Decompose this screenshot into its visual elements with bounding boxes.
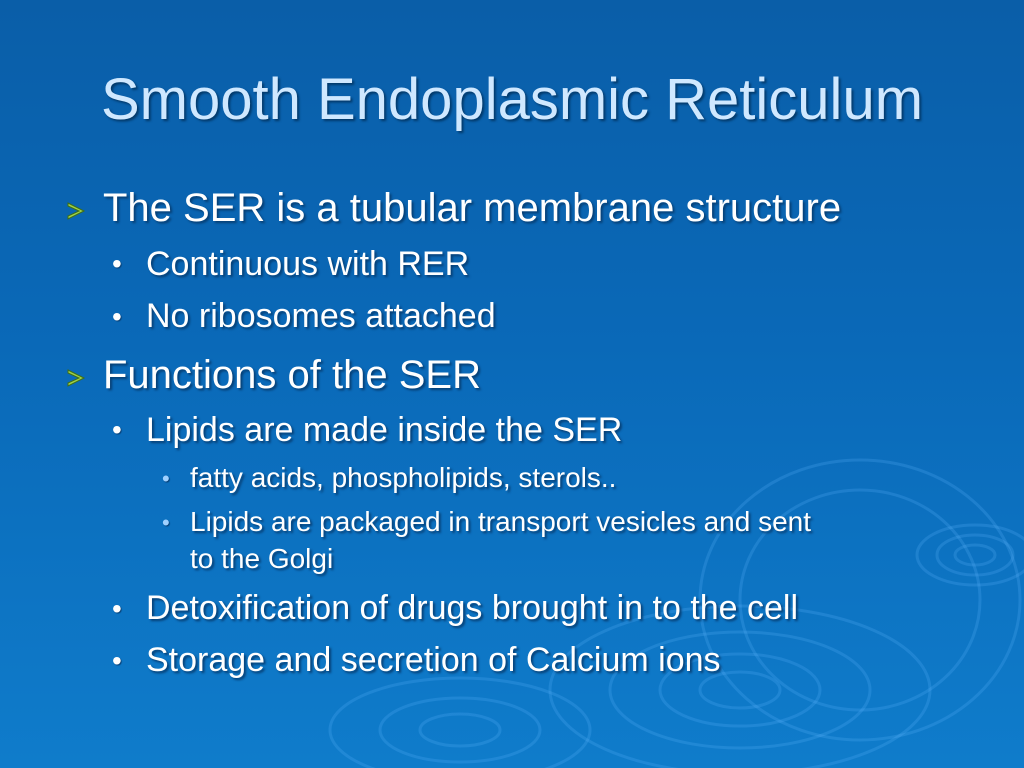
sub-bullet-lipids-made: Lipids are made inside the SER bbox=[146, 411, 623, 449]
bullet-dot: • bbox=[112, 593, 122, 624]
sub-sub-bullet-lipid-types: fatty acids, phospholipids, sterols.. bbox=[190, 462, 617, 493]
bullet-dot: • bbox=[112, 414, 122, 445]
chevron-arrow-icon bbox=[60, 365, 96, 391]
sub-bullet-detoxification: Detoxification of drugs brought in to the cell bbox=[146, 589, 799, 627]
bullet-dot-small: • bbox=[162, 466, 170, 491]
sub-sub-bullet-lipid-transport: Lipids are packaged in transport vesicles and sent bbox=[190, 506, 812, 537]
sub-bullet-calcium: Storage and secretion of Calcium ions bbox=[146, 641, 721, 679]
bullet-dot-small: • bbox=[162, 510, 170, 535]
bullet-dot: • bbox=[112, 301, 122, 332]
bullet-ser-structure: The SER is a tubular membrane structure bbox=[103, 186, 842, 230]
sub-bullet-no-ribosomes: No ribosomes attached bbox=[146, 297, 496, 335]
bullet-ser-functions: Functions of the SER bbox=[103, 353, 481, 397]
bullet-dot: • bbox=[112, 645, 122, 676]
sub-sub-bullet-lipid-transport-cont: to the Golgi bbox=[190, 543, 334, 574]
chevron-arrow-icon bbox=[60, 198, 96, 224]
slide-title: Smooth Endoplasmic Reticulum bbox=[100, 67, 924, 132]
bullet-dot: • bbox=[112, 248, 122, 279]
sub-bullet-continuous-rer: Continuous with RER bbox=[146, 245, 470, 283]
